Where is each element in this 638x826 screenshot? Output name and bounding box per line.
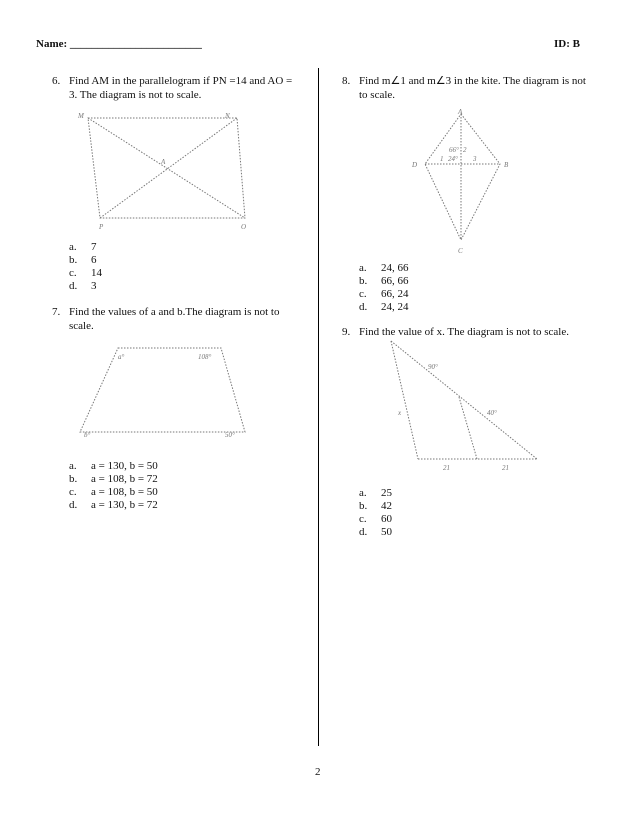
segment-label-2: 21 [502,464,509,472]
question-text-line-1: Find AM in the parallelogram if PN =14 and AO = [69,75,293,87]
choice-letter: c. [69,486,77,498]
angle-label-24: 24° [448,155,458,163]
side-label-x: x [398,409,402,417]
choice-value: 6 [91,254,97,266]
triangle-diagram [385,335,555,475]
choice-letter: d. [359,301,368,313]
choice-letter: b. [359,275,368,287]
question-number: 8. [342,75,351,87]
segment-label-1: 21 [443,464,450,472]
question-text-line-2: 3. The diagram is not to scale. [69,89,202,101]
choice-letter: b. [69,254,78,266]
angle-label-90: 90° [428,363,438,371]
vertex-label-n: N [225,112,230,120]
question-text-line-1: Find the value of x. The diagram is not to scale. [359,326,569,338]
question-number: 7. [52,306,61,318]
choice-value: 14 [91,267,102,279]
choice-value: 24, 24 [381,301,409,313]
angle-label-66: 66° [449,146,459,154]
hypotenuse [391,341,537,459]
question-8 [342,74,612,104]
question-text-line-2: scale. [69,320,94,332]
choice-letter: c. [359,288,367,300]
kite-outline [425,114,500,240]
question-text-line-2: to scale. [359,89,396,101]
student-name-label: Name: ________________________ [36,38,202,50]
parallelogram-diagram [75,108,265,233]
question-number: 6. [52,75,61,87]
interior-segment [459,397,477,459]
question-text-line-1: Find m∠1 and m∠3 in the kite. The diagram is not [359,75,586,87]
diagonal-np [100,118,237,218]
choice-value: 24, 66 [381,262,409,274]
choice-value: a = 130, b = 72 [91,499,158,511]
diagonal-mo [88,118,245,218]
choice-letter: a. [359,487,367,499]
vertex-label-o: O [241,223,247,231]
vertex-label-p: P [99,223,104,231]
angle-label-b: b° [84,431,91,439]
choice-value: 66, 66 [381,275,409,287]
choice-letter: c. [69,267,77,279]
question-number: 9. [342,326,351,338]
angle-label-40: 40° [487,409,497,417]
choice-letter: a. [69,460,77,472]
choice-value: a = 130, b = 50 [91,460,158,472]
vertex-label-a: A [458,108,463,116]
choice-value: a = 108, b = 72 [91,473,158,485]
vertex-label-c: C [458,247,463,255]
choice-value: 50 [381,526,392,538]
page-number: 2 [315,766,321,778]
choice-letter: a. [359,262,367,274]
choice-value: 3 [91,280,97,292]
choice-letter: d. [359,526,368,538]
question-6 [52,74,312,104]
vertex-label-d: D [412,161,418,169]
angle-label-2: 2 [463,146,467,154]
choice-value: 7 [91,241,97,253]
question-7 [52,305,312,335]
angle-label-a: a° [118,353,125,361]
column-divider [318,68,319,746]
question-text-line-1: Find the values of a and b.The diagram is not to [69,306,280,318]
choice-value: 66, 24 [381,288,409,300]
angle-label-1: 1 [440,155,444,163]
choice-letter: d. [69,280,78,292]
trapezoid-outline [80,348,245,432]
choice-value: 60 [381,513,392,525]
trapezoid-diagram [75,340,255,445]
angle-label-50: 50° [225,431,235,439]
choice-value: 25 [381,487,392,499]
vertex-label-b: B [504,161,509,169]
choice-letter: c. [359,513,367,525]
choice-value: 42 [381,500,392,512]
vertex-label-m: M [78,112,84,120]
test-id-label: ID: B [554,38,580,50]
choice-letter: b. [69,473,78,485]
choice-letter: d. [69,499,78,511]
angle-label-3: 3 [473,155,477,163]
center-label-a: A [161,158,166,166]
kite-diagram [400,108,525,258]
choice-letter: a. [69,241,77,253]
choice-letter: b. [359,500,368,512]
choice-value: a = 108, b = 50 [91,486,158,498]
angle-label-108: 108° [198,353,212,361]
left-side [391,341,418,459]
